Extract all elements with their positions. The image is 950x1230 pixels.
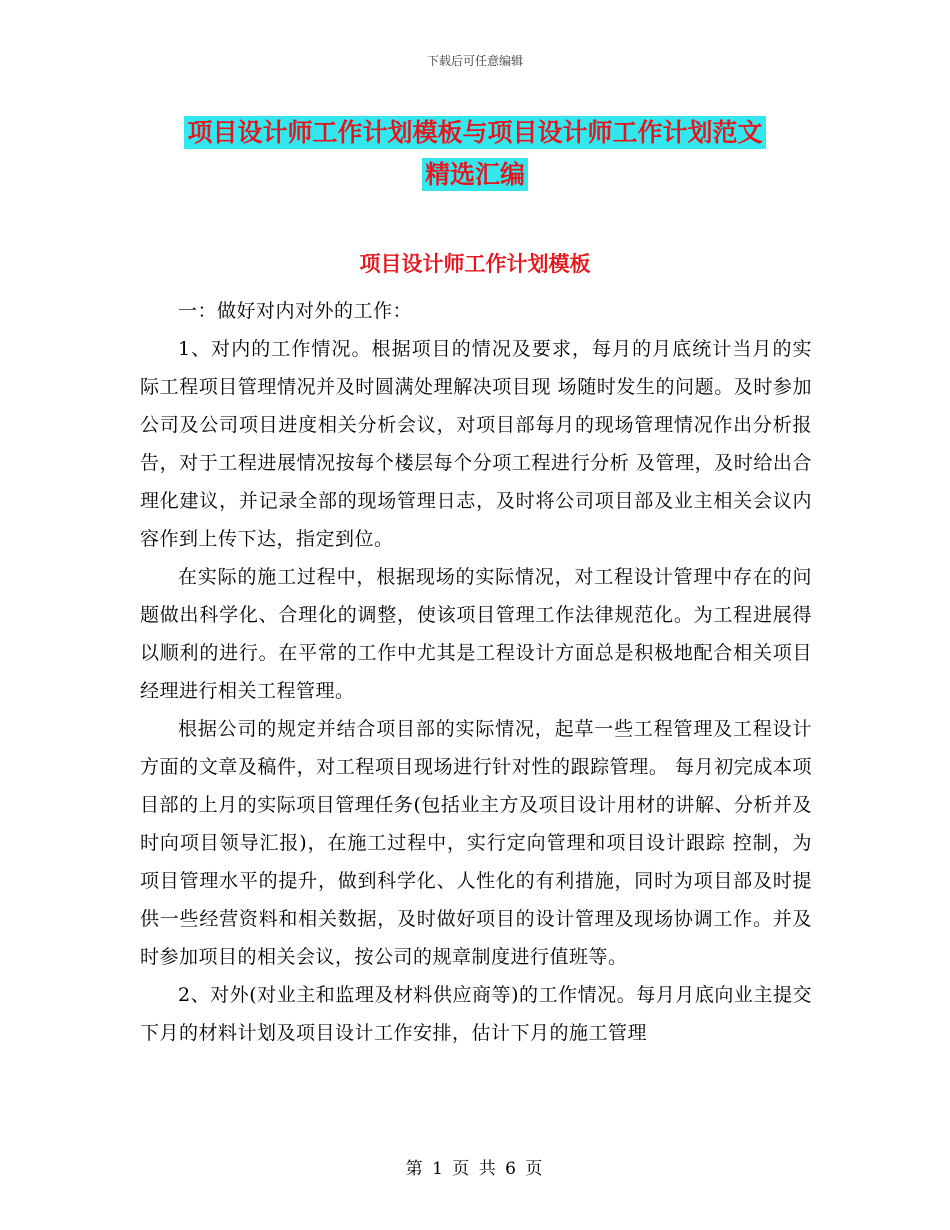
document-title-line-1: 项目设计师工作计划模板与项目设计师工作计划范文	[184, 116, 765, 149]
document-title	[140, 112, 810, 196]
page-footer: 第 1 页 共 6 页	[405, 1159, 545, 1179]
paragraph: 在实际的施工过程中，根据现场的实际情况，对工程设计管理中存在的问题做出科学化、合理化的调整，使该项目管理工作法律规范化。为工程进展得以顺利的进行。在平常的工作中尤其是工程设计方面总是积极地配合相关项目经理进行相关工程管理。	[140, 566, 812, 702]
section-title: 项目设计师工作计划模板	[359, 252, 591, 276]
document-body	[140, 292, 812, 1052]
document-title-line-2: 精选汇编	[422, 158, 528, 191]
paragraph: 2、对外(对业主和监理及材料供应商等)的工作情况。每月月底向业主提交下月的材料计划及项目设计工作安排，估计下月的施工管理	[140, 984, 812, 1044]
paragraph: 1、对内的工作情况。根据项目的情况及要求，每月的月底统计当月的实际工程项目管理情况并及时圆满处理解决项目现 场随时发生的问题。及时参加公司及公司项目进度相关分析会议，对项目部每月的现场管理情况作出分析报告，对于工程进展情况按每个楼层每个分项工程进行分析 及管理，及时给出合理化建议，并记录全部的现场管理日志，及时将公司项目部及业主相关会议内容作到上传下达，指定到位。	[140, 338, 812, 550]
paragraph: 一：做好对内对外的工作：	[178, 300, 413, 322]
paragraph: 根据公司的规定并结合项目部的实际情况，起草一些工程管理及工程设计方面的文章及稿件，对工程项目现场进行针对性的跟踪管理。 每月初完成本项目部的上月的实际项目管理任务(包括业主方及项目设计用材的讲解、分析并及时向项目领导汇报)，在施工过程中，实行定向管理和项目设计跟踪 控制，为项目管理水平的提升，做到科学化、人性化的有利措施，同时为项目部及时提供一些经营资料和相关数据，及时做好项目的设计管理及现场协调工作。并及 时参加项目的相关会议，按公司的规章制度进行值班等。	[140, 718, 812, 968]
page-header-note: 下载后可任意编辑	[426, 54, 523, 68]
